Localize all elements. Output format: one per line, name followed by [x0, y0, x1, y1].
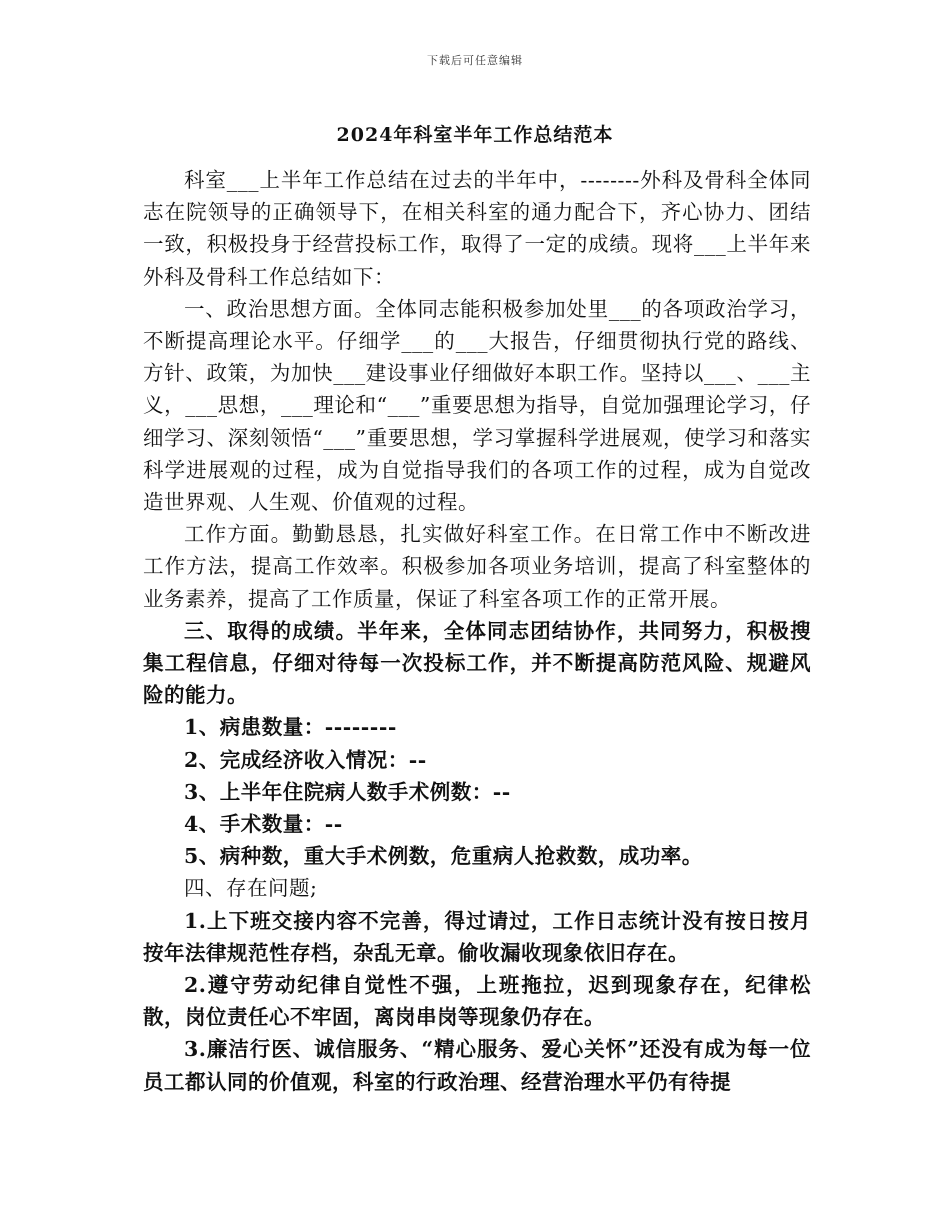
document-title: 2024年科室半年工作总结范本	[336, 124, 614, 146]
political-section-paragraph: 一、政治思想方面。全体同志能积极参加处里___的各项政治学习，不断提高理论水平。仔细学___的___大报告，仔细贯彻执行党的路线、方针、政策，为加快___建设事业仔细做好本职工作。坚持以___、___主义，___思想，___理论和“___”重要思想为指导，自觉加强理论学习，仔细学习、深刻领悟“___”重要思想，学习掌握科学进展观，使学习和落实科学进展观的过程，成为自觉指导我们的各项工作的过程，成为自觉改造世界观、人生观、价值观的过程。	[143, 296, 811, 515]
work-section-paragraph: 工作方面。勤勤恳恳，扎实做好科室工作。在日常工作中不断改进工作方法，提高工作效率。积极参加各项业务培训，提高了科室整体的业务素养，提高了工作质量，保证了科室各项工作的正常开展。	[143, 522, 811, 611]
achievements-paragraph: 三、取得的成绩。半年来，全体同志团结协作，共同努力，积极搜集工程信息，仔细对待每一次投标工作，并不断提高防范风险、规避风险的能力。	[143, 618, 811, 708]
header-note: 下载后可任意编辑	[427, 54, 523, 67]
problem-paragraph: 1.上下班交接内容不完善，得过请过，工作日志统计没有按日按月按年法律规范性存档，杂乱无章。偷收漏收现象依旧存在。	[143, 908, 811, 965]
list-item: 3、上半年住院病人数手术例数：--	[184, 779, 511, 804]
intro-paragraph: 科室___上半年工作总结在过去的半年中，--------外科及骨科全体同志在院领导的正确领导下，在相关科室的通力配合下，齐心协力、团结一致，积极投身于经营投标工作，取得了一定的成绩。现将___上半年来外科及骨科工作总结如下：	[143, 168, 811, 289]
list-item: 5、病种数，重大手术例数，危重病人抢救数，成功率。	[184, 844, 703, 869]
list-item: 2、完成经济收入情况：--	[184, 747, 427, 772]
document-body	[143, 164, 811, 1098]
list-item: 1、病患数量：--------	[184, 715, 397, 740]
problem-paragraph: 2.遵守劳动纪律自觉性不强，上班拖拉，迟到现象存在，纪律松散，岗位责任心不牢固，离岗串岗等现象仍存在。	[143, 973, 811, 1030]
list-item: 4、手术数量：--	[184, 812, 343, 837]
problems-heading: 四、存在问题;	[184, 876, 318, 901]
problem-paragraph: 3.廉洁行医、诚信服务、“精心服务、爱心关怀”还没有成为每一位员工都认同的价值观，科室的行政治理、经营治理水平仍有待提	[143, 1037, 811, 1094]
